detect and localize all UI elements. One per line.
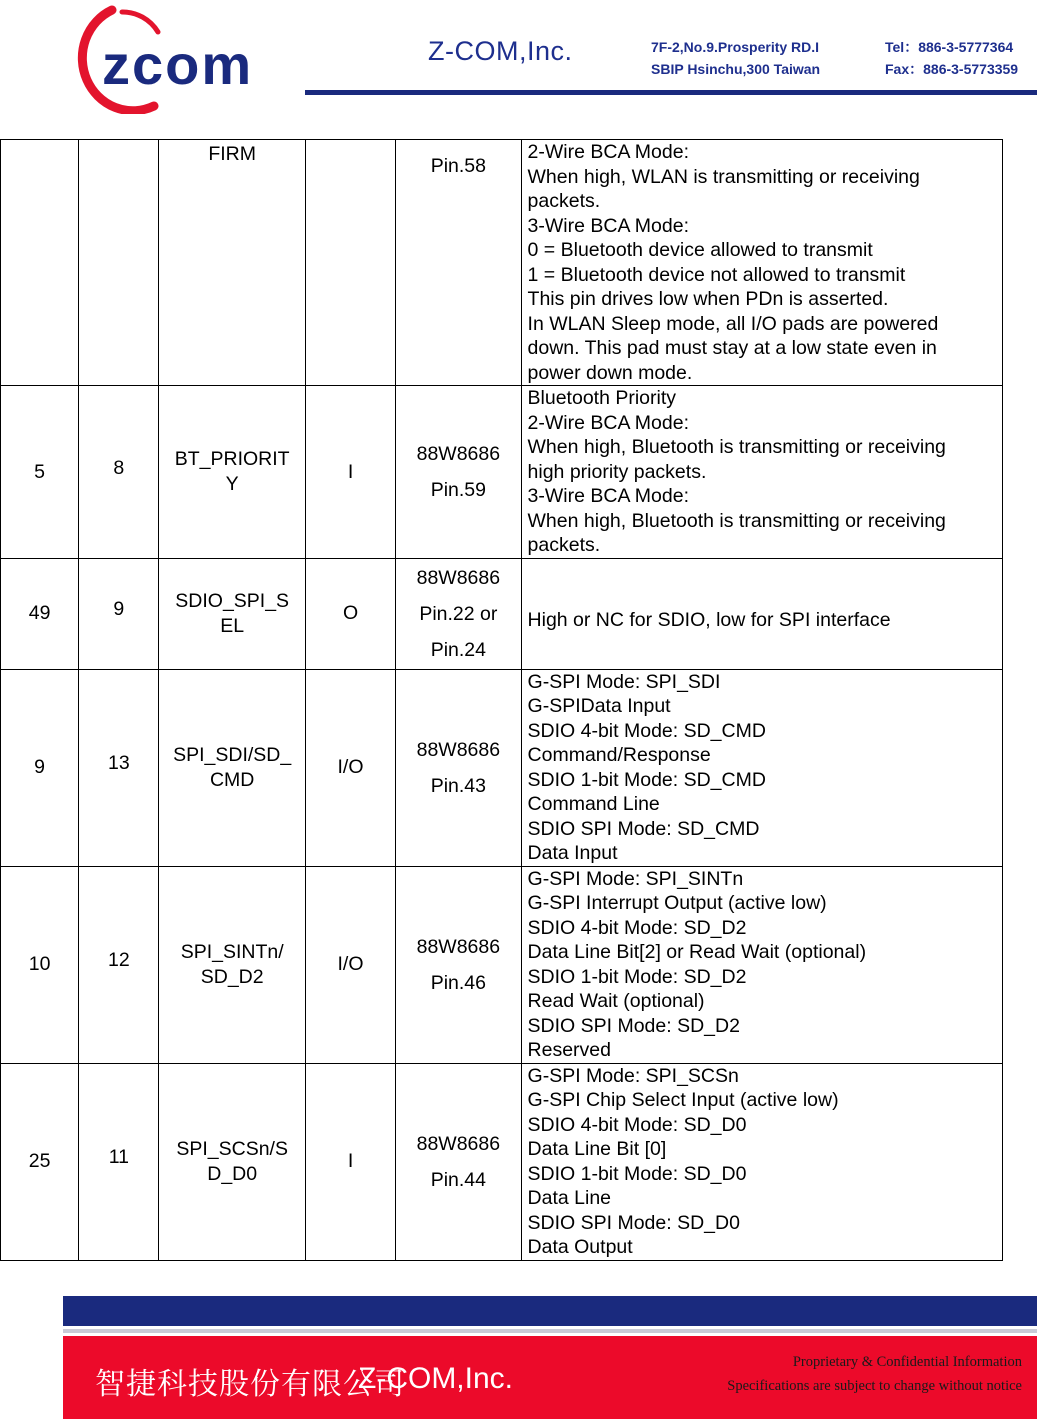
desc-line: packets.	[527, 534, 601, 556]
desc-line: This pin drives low when PDn is asserted.	[527, 288, 889, 310]
footer-stripe	[63, 1329, 1037, 1333]
footer-blue-band	[63, 1296, 1037, 1326]
table-row	[1, 1063, 1003, 1260]
desc-line: SDIO 4-bit Mode: SD_CMD	[527, 719, 766, 742]
name-line: SPI_SCSn/S	[176, 1138, 288, 1160]
cell-type: I/O	[305, 669, 395, 866]
desc-line: SDIO 1-bit Mode: SD_D2	[527, 965, 747, 988]
desc-line: Data Line Bit[2] or Read Wait (optional)	[527, 941, 867, 963]
table-row	[1, 669, 1003, 866]
desc-line: G-SPIData Input	[527, 695, 671, 717]
desc-line: SDIO 4-bit Mode: SD_D0	[527, 1113, 747, 1136]
desc-line: G-SPI Interrupt Output (active low)	[527, 892, 827, 914]
cell-col2-value: 12	[107, 949, 130, 972]
desc-line: high priority packets.	[527, 460, 707, 483]
cell-package-pin	[396, 866, 521, 1063]
cell-col2	[79, 669, 159, 866]
cell-package-pin	[396, 1063, 521, 1260]
zcom-logo	[62, 2, 307, 114]
desc-line: SDIO SPI Mode: SD_D2	[527, 1014, 740, 1037]
cell-col2	[79, 866, 159, 1063]
fax-number: Fax：886-3-5773359	[885, 61, 1019, 77]
name-line: CMD	[209, 768, 255, 791]
cell-package-pin	[396, 558, 521, 669]
cell-description	[521, 558, 1002, 669]
cell-type: I/O	[305, 866, 395, 1063]
cell-type: I	[305, 1063, 395, 1260]
header-address	[651, 36, 820, 80]
desc-line: When high, Bluetooth is transmitting or receiving	[527, 436, 946, 458]
desc-line: G-SPI Mode: SPI_SCSn	[527, 1064, 739, 1087]
desc-line: Data Line	[527, 1187, 612, 1209]
cell-signal-name: FIRM	[159, 140, 305, 386]
desc-line: SDIO 1-bit Mode: SD_D0	[527, 1162, 747, 1185]
name-line: BT_PRIORIT	[174, 448, 290, 471]
name-line: SDIO_SPI_S	[175, 590, 290, 612]
cell-type: I	[305, 386, 395, 559]
table-row	[1, 558, 1003, 669]
pkg-line: 88W8686	[416, 935, 501, 958]
pkg-line: 88W8686	[416, 1132, 501, 1155]
desc-line: 0 = Bluetooth device allowed to transmit	[527, 239, 873, 261]
name-line: SPI_SINTn/	[180, 941, 284, 963]
desc-line: SDIO SPI Mode: SD_D0	[527, 1211, 740, 1234]
header-contact	[885, 36, 1018, 80]
desc-line: Bluetooth Priority	[527, 387, 677, 409]
name-line: EL	[220, 614, 245, 637]
pkg-line: Pin.46	[430, 971, 486, 994]
cell-signal-name	[159, 866, 305, 1063]
cell-signal-name	[159, 558, 305, 669]
pkg-line: Pin.43	[430, 774, 486, 797]
header-rule	[305, 90, 1037, 95]
cell-col2-value: 13	[107, 752, 130, 775]
cell-col1: 5	[1, 386, 79, 559]
desc-line: Command/Response	[527, 744, 711, 766]
desc-line: In WLAN Sleep mode, all I/O pads are powered	[527, 312, 939, 335]
cell-signal-name	[159, 386, 305, 559]
desc-line: down. This pad must stay at a low state even in	[527, 337, 937, 359]
cell-col2	[79, 558, 159, 669]
cell-col2-value: 11	[108, 1146, 129, 1169]
desc-line: G-SPI Chip Select Input (active low)	[527, 1089, 839, 1111]
desc-line: Data Line Bit [0]	[527, 1138, 667, 1160]
desc-line: Reserved	[527, 1039, 611, 1061]
desc-line: 3-Wire BCA Mode:	[527, 214, 689, 237]
cell-type	[305, 140, 395, 386]
desc-line: Read Wait (optional)	[527, 990, 705, 1012]
desc-line: 2-Wire BCA Mode:	[527, 411, 689, 434]
cell-col2	[79, 1063, 159, 1260]
table-row	[1, 386, 1003, 559]
pkg-line: Pin.44	[430, 1168, 486, 1191]
pkg-line: Pin.58	[430, 155, 486, 177]
table-row	[1, 866, 1003, 1063]
pkg-line: Pin.59	[430, 478, 486, 501]
cell-package-pin	[396, 669, 521, 866]
header-company-name: Z-COM,Inc.	[428, 36, 573, 66]
address-line-2: SBIP Hsinchu,300 Taiwan	[651, 61, 821, 77]
cell-col1: 25	[1, 1063, 79, 1260]
desc-line: Data Input	[527, 842, 618, 864]
name-line: D_D0	[207, 1162, 258, 1185]
cell-col2-value: 9	[113, 598, 125, 621]
cell-col2	[79, 140, 159, 386]
pkg-line: 88W8686	[416, 566, 501, 589]
cell-package-pin	[396, 386, 521, 559]
cell-signal-name	[159, 1063, 305, 1260]
specs-note: Specifications are subject to change without notice	[727, 1378, 1022, 1394]
desc-line: SDIO 1-bit Mode: SD_CMD	[527, 768, 766, 791]
name-line: SPI_SDI/SD_	[173, 744, 292, 766]
cell-description	[521, 1063, 1002, 1260]
cell-description	[521, 386, 1002, 559]
name-line: SD_D2	[200, 965, 264, 988]
cell-description	[521, 866, 1002, 1063]
cell-col1: 49	[1, 558, 79, 669]
desc-line: SDIO SPI Mode: SD_CMD	[527, 817, 760, 840]
cell-col1: 9	[1, 669, 79, 866]
pin-table	[0, 139, 1003, 1261]
pkg-line: 88W8686	[416, 738, 501, 761]
address-line-1: 7F-2,No.9.Prosperity RD.I	[651, 39, 820, 55]
footer-company-cn: 智捷科技股份有限公司	[95, 1368, 405, 1401]
desc-line: When high, WLAN is transmitting or receiving	[527, 165, 920, 188]
pkg-line: 88W8686	[416, 442, 501, 465]
footer-notice	[727, 1350, 1022, 1398]
cell-type: O	[305, 558, 395, 669]
desc-line: G-SPI Mode: SPI_SDI	[527, 670, 721, 693]
cell-col2-value: 8	[113, 456, 125, 479]
svg-text:zcom: zcom	[102, 33, 254, 96]
footer-company-en: Z-COM,Inc.	[358, 1362, 513, 1395]
cell-description	[521, 669, 1002, 866]
desc-line: packets.	[527, 190, 601, 212]
pkg-line: Pin.24	[430, 638, 486, 661]
pkg-line: Pin.22 or	[419, 602, 498, 625]
desc-line: Command Line	[527, 793, 660, 815]
cell-signal-name	[159, 669, 305, 866]
confidential-note: Proprietary & Confidential Information	[792, 1354, 1022, 1370]
cell-col1: 10	[1, 866, 79, 1063]
desc-line: 1 = Bluetooth device not allowed to transmit	[527, 263, 906, 286]
cell-description	[521, 140, 1002, 386]
desc-line: 2-Wire BCA Mode:	[527, 141, 689, 163]
cell-col1	[1, 140, 79, 386]
desc-line: SDIO 4-bit Mode: SD_D2	[527, 916, 747, 939]
desc-line: 3-Wire BCA Mode:	[527, 485, 689, 507]
desc-line: G-SPI Mode: SPI_SINTn	[527, 867, 744, 890]
table-row	[1, 140, 1003, 386]
desc-line: When high, Bluetooth is transmitting or receiving	[527, 509, 946, 532]
desc-line: Data Output	[527, 1236, 633, 1258]
desc-line: power down mode.	[527, 361, 693, 384]
tel-number: Tel：886-3-5777364	[885, 39, 1014, 55]
cell-package-pin	[396, 140, 521, 386]
desc-line: High or NC for SDIO, low for SPI interface	[527, 609, 891, 632]
cell-col2	[79, 386, 159, 559]
name-line: Y	[225, 472, 239, 495]
